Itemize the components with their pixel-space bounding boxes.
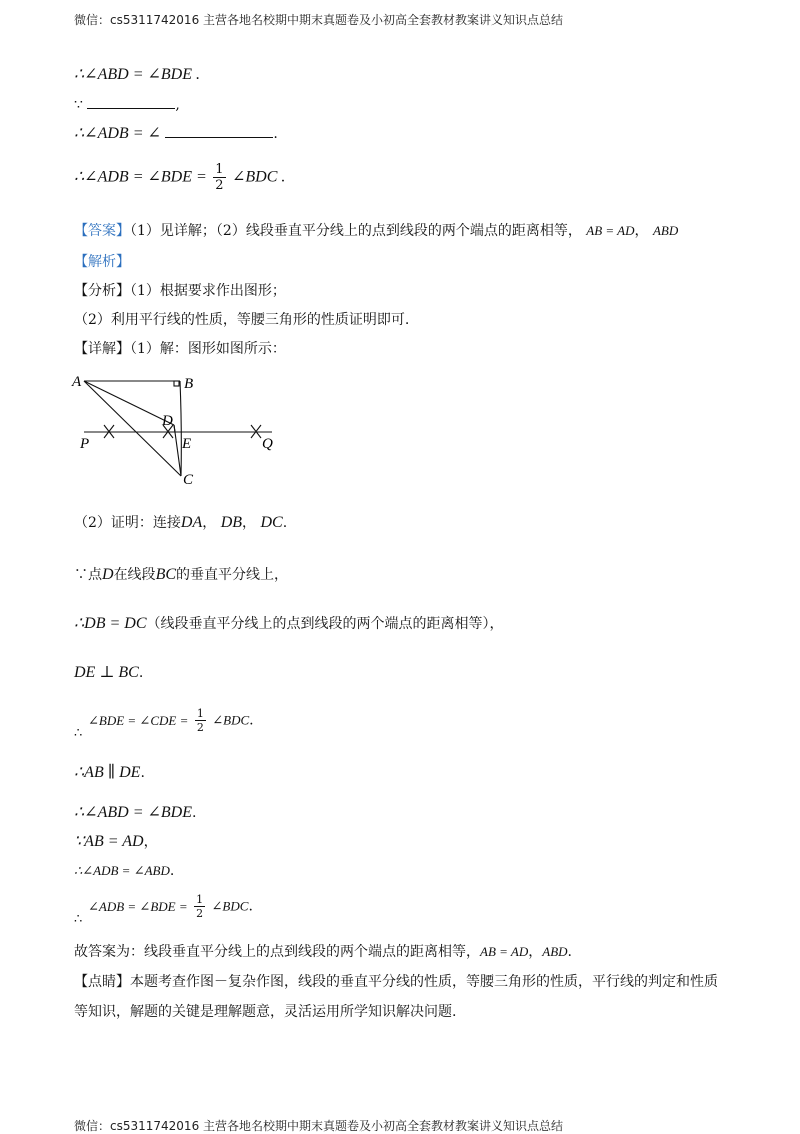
xiangjie-tag: 【详解】 [74, 341, 130, 357]
therefore-symbol: ∴ [74, 726, 83, 741]
label-e: E [182, 436, 192, 452]
proof-line-7: ∴∠ABD = ∠BDE. [74, 804, 197, 821]
label-q: Q [262, 436, 273, 452]
fraction-half: $\frac{1}{2}$ [196, 707, 204, 734]
fenxi-line-2: （2）利用平行线的性质，等腰三角形的性质证明即可. [74, 312, 410, 328]
dianjing-line-2: 等知识，解题的关键是理解题意，灵活运用所学知识解决问题. [74, 1004, 457, 1020]
xiangjie-line: 【详解】（1）解：图形如图所示： [74, 341, 286, 357]
proof-line-5: ∠BDE = ∠CDE = $\frac{1}{2}$ ∠BDC. [88, 707, 254, 734]
label-a: A [72, 374, 82, 390]
dianjing-line-1: 【点睛】本题考查作图－复杂作图，线段的垂直平分线的性质，等腰三角形的性质，平行线的判定和性质 [74, 974, 718, 990]
segment-dc [174, 425, 181, 476]
final-answer-line: 故答案为：线段垂直平分线上的点到线段的两个端点的距离相等，AB = AD，ABD. [74, 944, 572, 960]
proof-line-4: DE ⊥ BC. [74, 664, 144, 681]
analysis-tag-line [74, 253, 130, 271]
analysis-tag: 【解析】 [74, 254, 130, 270]
right-angle-mark [174, 381, 179, 386]
proof-line-8: ∵AB = AD， [74, 833, 158, 850]
label-b: B [184, 376, 194, 392]
page-header: 微信：cs5311742016 主营各地名校期中期末真题卷及小初高全套教材教案讲义知识点总结 [74, 13, 564, 27]
proof-line-6: ∴AB ∥ DE. [74, 764, 145, 781]
proof-intro-line: （2）证明：连接DA， DB， DC. [74, 514, 288, 531]
fraction-half: $\frac{1}{2}$ [215, 162, 224, 193]
proof-line-10: ∠ADB = ∠BDE = $\frac{1}{2}$ ∠BDC. [88, 893, 253, 920]
answer-line: 【答案】（1）见详解；（2）线段垂直平分线上的点到线段的两个端点的距离相等， AB = AD， ABD [74, 223, 679, 239]
fenxi-tag: 【分析】 [74, 283, 130, 299]
therefore-symbol: ∴ [74, 912, 83, 927]
label-p: P [80, 436, 90, 452]
label-c: C [183, 472, 194, 488]
proof-line-2: ∵点D在线段BC的垂直平分线上， [74, 566, 289, 583]
geometry-figure [70, 370, 290, 490]
line-abd-bde: ∴∠ABD = ∠BDE . [74, 66, 200, 83]
proof-line-3: ∴DB = DC（线段垂直平分线上的点到线段的两个端点的距离相等）， [74, 615, 504, 632]
page-footer: 微信：cs5311742016 主营各地名校期中期末真题卷及小初高全套教材教案讲义知识点总结 [74, 1119, 564, 1133]
segment-bc [180, 381, 181, 476]
line-adb-blank: ∴∠ADB = ∠ . [74, 125, 278, 142]
segment-ad [84, 381, 174, 425]
label-d: D [162, 413, 173, 429]
fill-blank-2[interactable] [165, 124, 273, 138]
fenxi-line: 【分析】（1）根据要求作出图形； [74, 283, 286, 299]
answer-tag: 【答案】 [74, 223, 130, 239]
fill-blank-1[interactable] [87, 95, 175, 109]
proof-line-9: ∴∠ADB = ∠ABD. [74, 863, 175, 879]
dianjing-tag: 【点睛】 [74, 974, 130, 990]
line-because-blank: ∵ , [74, 97, 180, 113]
fraction-half: $\frac{1}{2}$ [196, 893, 204, 920]
line-adb-half-bdc: ∴∠ADB = ∠BDE = $\frac{1}{2}$ ∠BDC . [74, 162, 286, 193]
